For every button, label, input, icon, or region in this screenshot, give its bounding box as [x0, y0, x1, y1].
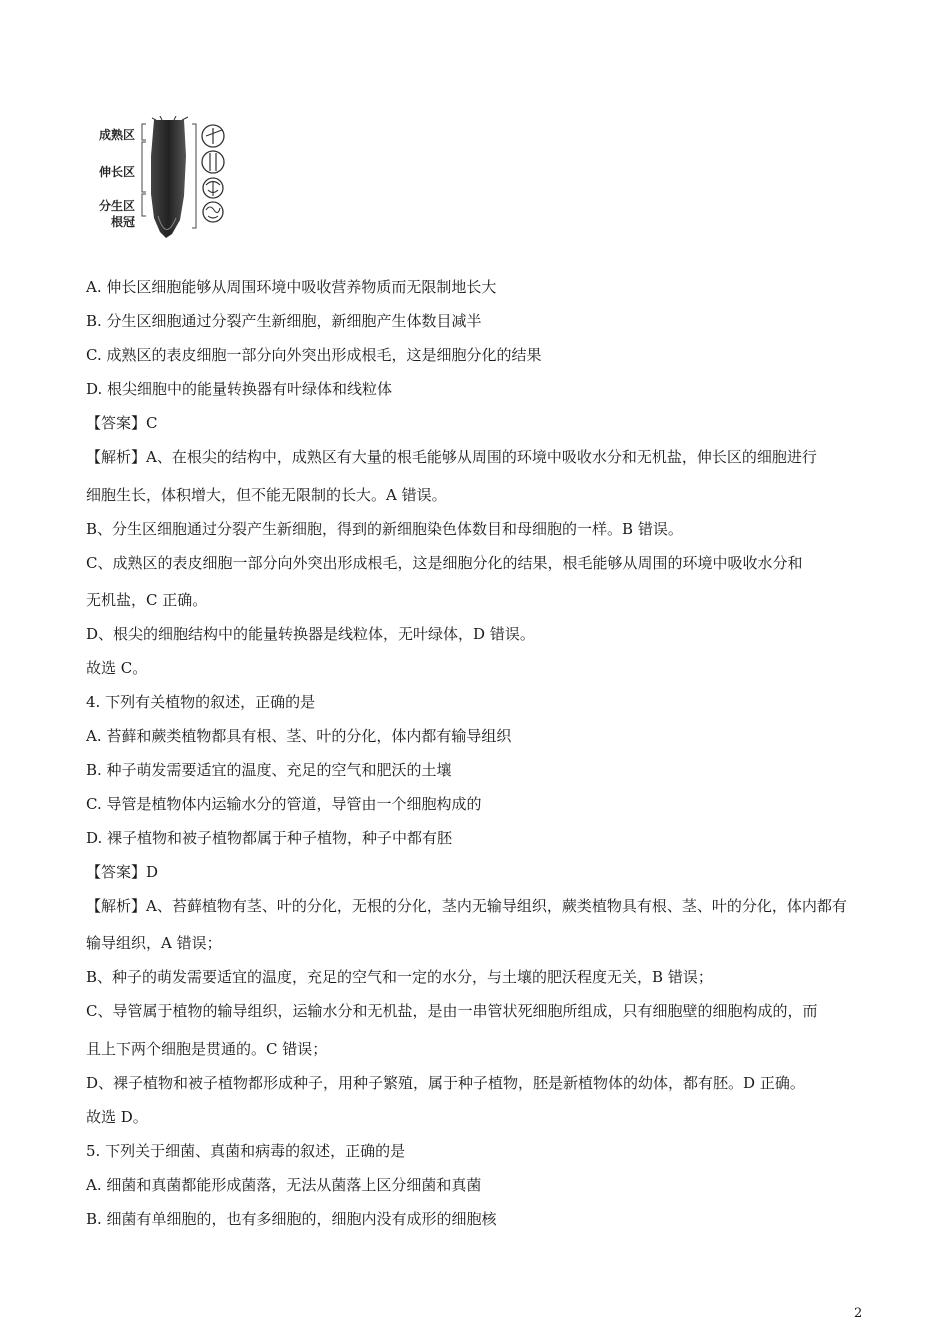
option-c-q3: C. 成熟区的表皮细胞一部分向外突出形成根毛，这是细胞分化的结果 — [86, 346, 542, 364]
option-a-q3: A. 伸长区细胞能够从周围环境中吸收营养物质而无限制地长大 — [86, 278, 497, 296]
option-a-q4: A. 苔藓和蕨类植物都具有根、茎、叶的分化，体内都有输导组织 — [86, 727, 512, 745]
root-tip-figure — [96, 116, 236, 244]
choice-q4: 故选 D。 — [86, 1108, 148, 1126]
page-number: 2 — [854, 1306, 863, 1321]
option-a-q5: A. 细菌和真菌都能形成菌落，无法从菌落上区分细菌和真菌 — [86, 1176, 482, 1194]
label-meristem-zone: 分生区 — [99, 199, 136, 213]
answer-q4: 【答案】D — [86, 863, 159, 881]
label-maturation-zone: 成熟区 — [99, 128, 136, 142]
label-elongation-zone: 伸长区 — [99, 165, 136, 179]
analysis-q3-line-4: C、成熟区的表皮细胞一部分向外突出形成根毛，这是细胞分化的结果，根毛能够从周围的环境中吸收水分和 — [86, 554, 803, 572]
option-d-q3: D. 根尖细胞中的能量转换器有叶绿体和线粒体 — [86, 380, 393, 398]
analysis-q4-line-3: B、种子的萌发需要适宜的温度，充足的空气和一定的水分，与土壤的肥沃程度无关，B 错误； — [86, 968, 713, 986]
option-d-q4: D. 裸子植物和被子植物都属于种子植物，种子中都有胚 — [86, 829, 453, 847]
option-c-q4: C. 导管是植物体内运输水分的管道，导管由一个细胞构成的 — [86, 795, 482, 813]
analysis-q4-line-4: C、导管属于植物的输导组织，运输水分和无机盐，是由一串管状死细胞所组成，只有细胞壁的细胞构成的，而 — [86, 1002, 818, 1020]
analysis-q3-line-3: B、分生区细胞通过分裂产生新细胞，得到的新细胞染色体数目和母细胞的一样。B 错误。 — [86, 520, 683, 538]
analysis-q4-line-1: 【解析】A、苔藓植物有茎、叶的分化，无根的分化，茎内无输导组织，蕨类植物具有根、茎、叶的分化，体内都有 — [86, 897, 847, 915]
label-root-cap: 根冠 — [111, 215, 136, 229]
analysis-q3-line-2: 细胞生长，体积增大，但不能无限制的长大。A 错误。 — [86, 486, 447, 504]
option-b-q3: B. 分生区细胞通过分裂产生新细胞，新细胞产生体数目减半 — [86, 312, 482, 330]
analysis-q3-line-5: 无机盐，C 正确。 — [86, 591, 208, 609]
analysis-q3-line-6: D、根尖的细胞结构中的能量转换器是线粒体，无叶绿体，D 错误。 — [86, 625, 535, 643]
question-4: 4. 下列有关植物的叙述，正确的是 — [86, 693, 316, 711]
option-b-q5: B. 细菌有单细胞的，也有多细胞的，细胞内没有成形的细胞核 — [86, 1210, 497, 1228]
answer-q3: 【答案】C — [86, 414, 158, 432]
question-5: 5. 下列关于细菌、真菌和病毒的叙述，正确的是 — [86, 1142, 406, 1160]
option-b-q4: B. 种子萌发需要适宜的温度、充足的空气和肥沃的土壤 — [86, 761, 452, 779]
analysis-q4-line-6: D、裸子植物和被子植物都形成种子，用种子繁殖，属于种子植物，胚是新植物体的幼体，都有胚。D 正确。 — [86, 1074, 805, 1092]
analysis-q3-line-1: 【解析】A、在根尖的结构中，成熟区有大量的根毛能够从周围的环境中吸收水分和无机盐，伸长区的细胞进行 — [86, 448, 817, 466]
analysis-q4-line-2: 输导组织，A 错误； — [86, 934, 222, 952]
choice-q3: 故选 C。 — [86, 659, 148, 677]
analysis-q4-line-5: 且上下两个细胞是贯通的。C 错误； — [86, 1040, 328, 1058]
